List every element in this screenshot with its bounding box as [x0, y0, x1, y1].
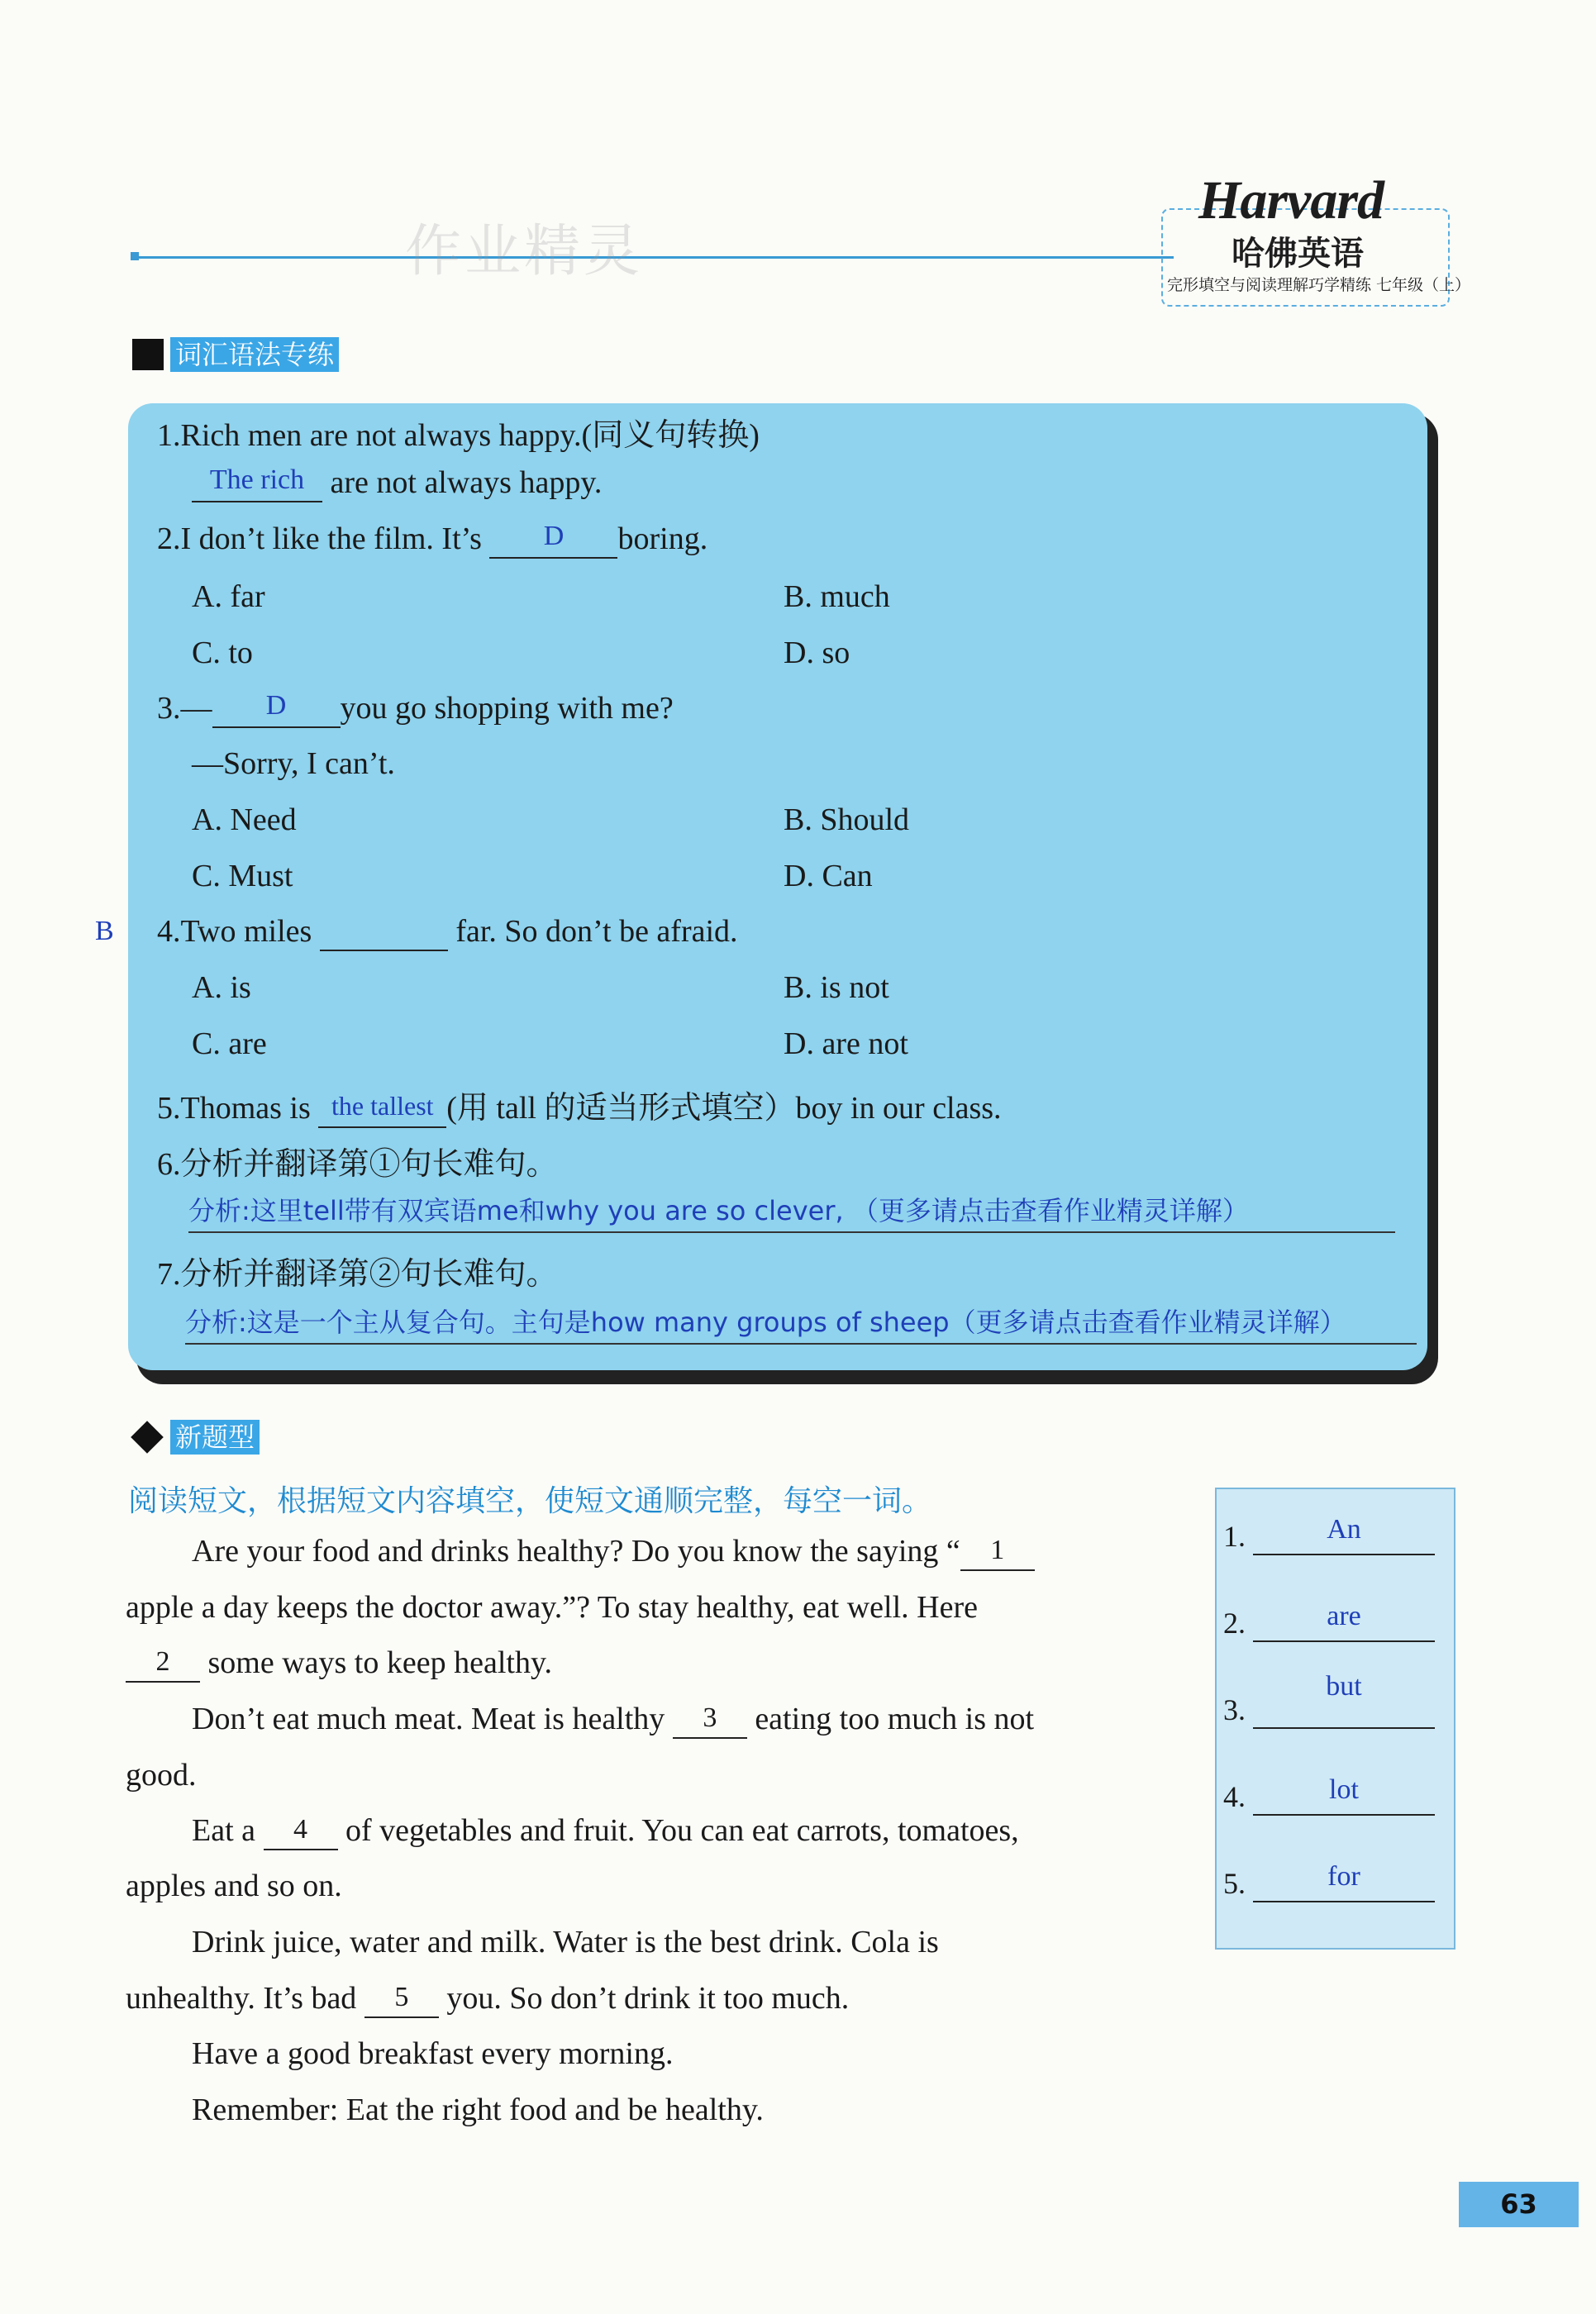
- passage-line: Have a good breakfast every morning.: [192, 2036, 674, 2071]
- section-marker: [131, 1421, 164, 1454]
- question-6: 6.分析并翻译第①句长难句。: [157, 1147, 558, 1182]
- brand-subtitle: 完形填空与阅读理解巧学精练 七年级（上）: [1167, 276, 1471, 294]
- question-7: 7.分析并翻译第②句长难句。: [157, 1257, 558, 1292]
- section-marker: [132, 339, 164, 370]
- option: A. far: [192, 579, 265, 614]
- passage-blank: 1: [960, 1533, 1035, 1571]
- passage-blank: 4: [264, 1812, 338, 1850]
- answer-row: 2. are: [1223, 1606, 1435, 1642]
- passage-line: unhealthy. It’s bad 5 you. So don’t drink it too much.: [126, 1980, 849, 2018]
- handwritten-answer: The rich: [209, 464, 305, 495]
- answer-blank: lot: [1253, 1779, 1435, 1816]
- question-2: 2.I don’t like the film. It’s D boring.: [157, 521, 707, 559]
- passage-line: 2 some ways to keep healthy.: [126, 1645, 552, 1683]
- section-label: 新题型: [170, 1420, 260, 1455]
- analysis-7[interactable]: 分析:这是一个主从复合句。主句是how many groups of sheep（更多请点击查看作业精灵详解）: [185, 1302, 1417, 1345]
- answer-blank: for: [1253, 1866, 1435, 1902]
- passage-blank: 3: [673, 1701, 747, 1739]
- answer-blank: [192, 464, 322, 502]
- option: C. Must: [192, 859, 293, 893]
- option: A. Need: [192, 802, 297, 837]
- passage-line: good.: [126, 1758, 197, 1793]
- analysis-6[interactable]: 分析:这里tell带有双宾语me和why you are so clever, （更多请点击查看作业精灵详解）: [188, 1190, 1395, 1233]
- passage-line: Don’t eat much meat. Meat is healthy 3 eating too much is not: [192, 1701, 1034, 1739]
- question-3-reply: —Sorry, I can’t.: [192, 746, 395, 781]
- watermark: 作业精灵: [405, 219, 644, 284]
- answer-blank: [318, 1090, 446, 1128]
- section-label: 词汇语法专练: [170, 337, 339, 372]
- passage-blank: 2: [126, 1645, 200, 1683]
- question-1-line2: The rich are not always happy.: [192, 464, 602, 502]
- passage-line: Drink juice, water and milk. Water is the best drink. Cola is: [192, 1925, 939, 1959]
- passage-line: apple a day keeps the doctor away.”? To stay healthy, eat well. Here: [126, 1590, 978, 1625]
- brand-title: 哈佛英语: [1232, 235, 1364, 273]
- handwritten-answer: D: [543, 521, 565, 551]
- option: D. are not: [784, 1026, 908, 1061]
- answer-row: 4. lot: [1223, 1779, 1435, 1816]
- answer-row: 5. for: [1223, 1866, 1435, 1902]
- instruction: 阅读短文，根据短文内容填空，使短文通顺完整，每空一词。: [128, 1484, 932, 1518]
- margin-answer: B: [95, 916, 114, 946]
- passage-line: Remember: Eat the right food and be healthy.: [192, 2093, 764, 2127]
- question-4: 4.Two miles far. So don’t be afraid.: [157, 913, 738, 951]
- passage-line: apples and so on.: [126, 1869, 342, 1903]
- question-1: 1.Rich men are not always happy.(同义句转换): [157, 418, 760, 453]
- passage-line: Are your food and drinks healthy? Do you know the saying “ 1: [192, 1533, 1035, 1571]
- handwritten-answer: the tallest: [331, 1091, 434, 1121]
- option: B. Should: [784, 802, 910, 837]
- answer-row: 1. An: [1223, 1519, 1435, 1555]
- option: D. Can: [784, 859, 873, 893]
- page-number: 63: [1459, 2182, 1579, 2227]
- question-5: 5.Thomas is the tallest (用 tall 的适当形式填空）boy in our class.: [157, 1082, 1002, 1128]
- answer-blank: but: [1253, 1693, 1435, 1729]
- answer-blank: [320, 913, 448, 951]
- option: A. is: [192, 970, 251, 1005]
- answer-blank: An: [1253, 1519, 1435, 1555]
- option: B. much: [784, 579, 890, 614]
- answer-blank: are: [1253, 1606, 1435, 1642]
- answer-blank: [212, 690, 341, 728]
- handwritten-answer: D: [265, 690, 287, 721]
- question-3: 3.— D you go shopping with me?: [157, 690, 674, 728]
- passage-blank: 5: [364, 1980, 439, 2018]
- answer-row: 3. but: [1223, 1693, 1435, 1729]
- passage-line: Eat a 4 of vegetables and fruit. You can eat carrots, tomatoes,: [192, 1812, 1019, 1850]
- brand-logo: Harvard: [1198, 170, 1384, 231]
- option: D. so: [784, 636, 850, 670]
- option: C. are: [192, 1026, 267, 1061]
- option: B. is not: [784, 970, 889, 1005]
- answer-blank: [489, 521, 617, 559]
- header-rule: [132, 256, 1174, 259]
- option: C. to: [192, 636, 253, 670]
